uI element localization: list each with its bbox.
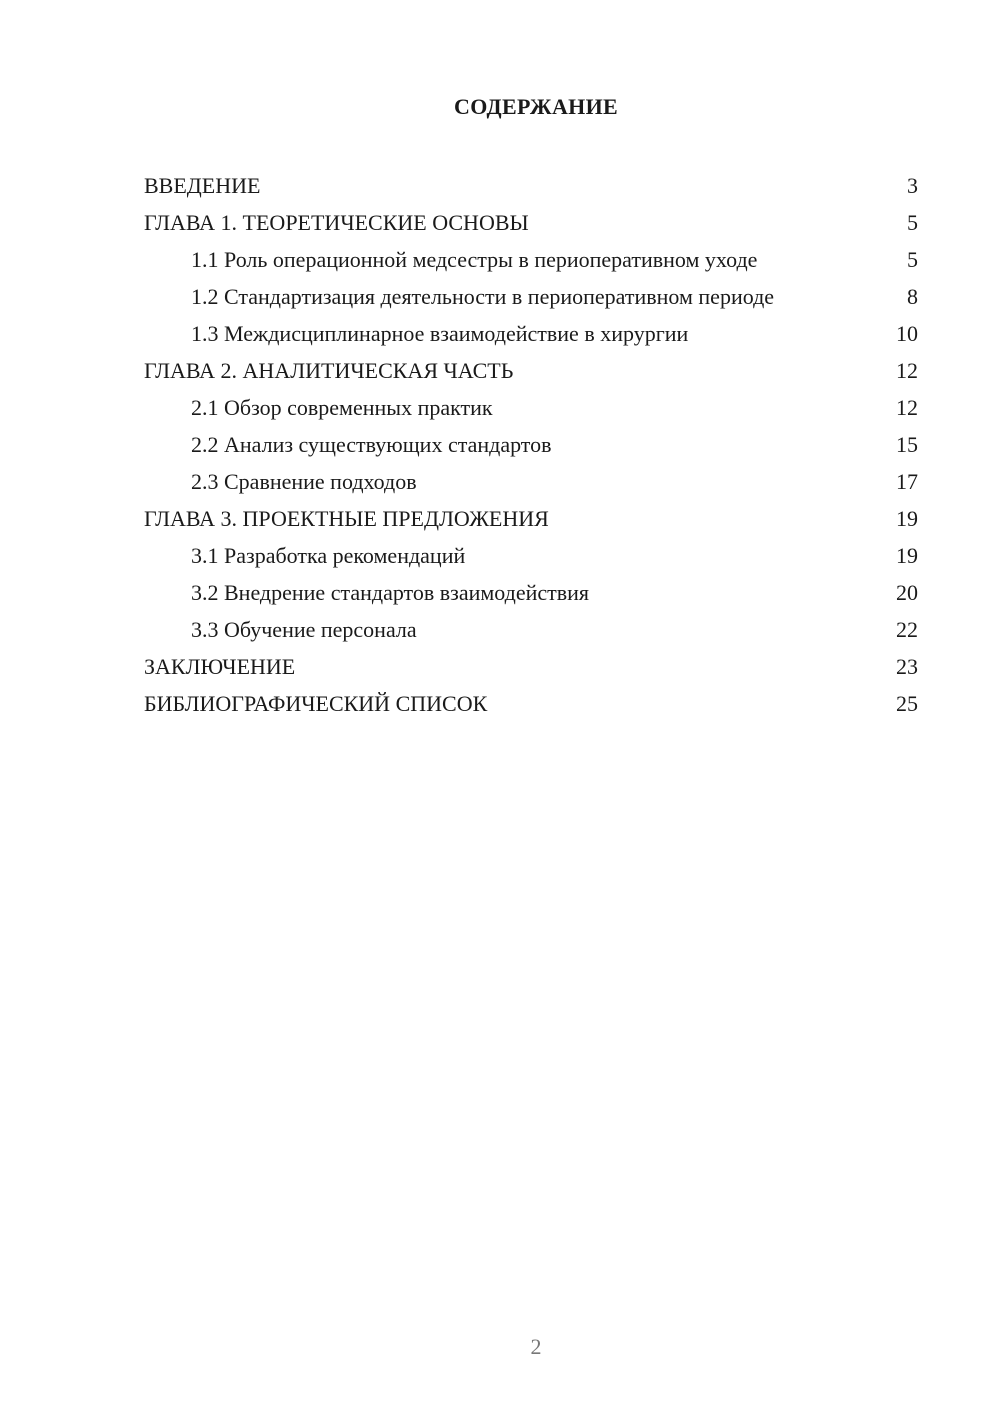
toc-entry-section-3-2[interactable]: [144, 575, 918, 612]
toc-entry-title: 2.3 Сравнение подходов: [191, 469, 417, 494]
toc-entry-page: 19: [896, 543, 918, 568]
toc-entry-page: 3: [907, 173, 918, 198]
toc-entry-introduction[interactable]: [144, 168, 918, 205]
toc-entry-title: 3.3 Обучение персонала: [191, 617, 417, 642]
toc-entry-title: 2.2 Анализ существующих стандартов: [191, 432, 552, 457]
toc-entry-title: ЗАКЛЮЧЕНИЕ: [144, 654, 296, 679]
toc-entry-title: БИБЛИОГРАФИЧЕСКИЙ СПИСОК: [144, 691, 488, 716]
toc-entry-section-3-3[interactable]: [144, 612, 918, 649]
toc-entry-section-1-1[interactable]: [144, 242, 918, 279]
toc-entry-page: 20: [896, 580, 918, 605]
toc-entry-section-2-1[interactable]: [144, 390, 918, 427]
toc-entry-title: ГЛАВА 2. АНАЛИТИЧЕСКАЯ ЧАСТЬ: [144, 358, 514, 383]
toc-entry-section-2-3[interactable]: [144, 464, 918, 501]
toc-entry-page: 25: [896, 691, 918, 716]
toc-entry-page: 5: [907, 247, 918, 272]
table-of-contents: [144, 168, 918, 723]
toc-entry-page: 19: [896, 506, 918, 531]
toc-entry-page: 23: [896, 654, 918, 679]
toc-entry-page: 8: [907, 284, 918, 309]
page-number: 2: [530, 1334, 542, 1359]
toc-entry-page: 5: [907, 210, 918, 235]
toc-entry-page: 10: [896, 321, 918, 346]
toc-entry-section-2-2[interactable]: [144, 427, 918, 464]
toc-entry-title: 2.1 Обзор современных практик: [191, 395, 493, 420]
toc-entry-chapter-2[interactable]: [144, 353, 918, 390]
toc-entry-title: 3.2 Внедрение стандартов взаимодействия: [191, 580, 590, 605]
toc-entry-title: 1.3 Междисциплинарное взаимодействие в хирургии: [191, 321, 689, 346]
toc-entry-section-1-3[interactable]: [144, 316, 918, 353]
toc-entry-section-1-2[interactable]: [144, 279, 918, 316]
toc-entry-chapter-3[interactable]: [144, 501, 918, 538]
toc-entry-section-3-1[interactable]: [144, 538, 918, 575]
toc-entry-title: 3.1 Разработка рекомендаций: [191, 543, 466, 568]
toc-entry-title: ГЛАВА 1. ТЕОРЕТИЧЕСКИЕ ОСНОВЫ: [144, 210, 529, 235]
toc-entry-conclusion[interactable]: [144, 649, 918, 686]
toc-entry-page: 12: [896, 395, 918, 420]
toc-entry-title: ГЛАВА 3. ПРОЕКТНЫЕ ПРЕДЛОЖЕНИЯ: [144, 506, 549, 531]
toc-entry-title: ВВЕДЕНИЕ: [144, 173, 261, 198]
page-title: СОДЕРЖАНИЕ: [454, 94, 618, 119]
toc-entry-title: 1.2 Стандартизация деятельности в периоперативном периоде: [191, 284, 775, 309]
toc-entry-page: 22: [896, 617, 918, 642]
toc-entry-chapter-1[interactable]: [144, 205, 918, 242]
toc-entry-page: 17: [896, 469, 918, 494]
toc-entry-bibliography[interactable]: [144, 686, 918, 723]
toc-entry-page: 15: [896, 432, 918, 457]
toc-entry-page: 12: [896, 358, 918, 383]
toc-entry-title: 1.1 Роль операционной медсестры в периоперативном уходе: [191, 247, 758, 272]
